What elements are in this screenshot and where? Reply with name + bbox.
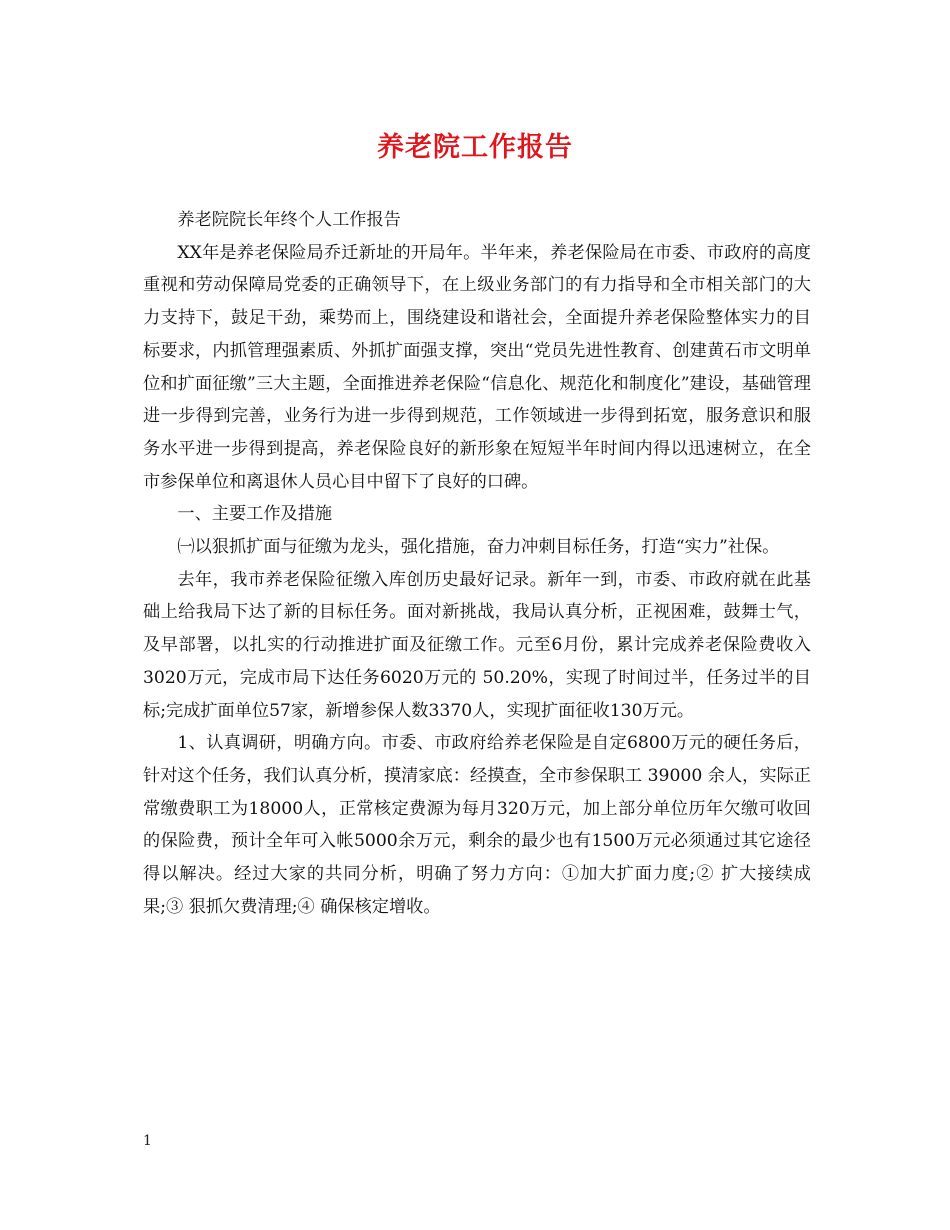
section-heading: 一、主要工作及措施 [177,504,333,525]
report-subtitle: 养老院院长年终个人工作报告 [177,210,401,230]
item-paragraph: 1、认真调研，明确方向。市委、市政府给养老保险是自定6800万元的硬任务后，针对这个任务，我们认真分析，摸清家底：经摸查，全市参保职工 39000 余人，实际正常缴费职工为18000人，正常核定费源为每月320万元，加上部分单位历年欠缴可收回的保险费，预计全年可入帐5000余万元，剩余的最少也有1500万元必须通过其它途径得以解决。经过大家的共同分析，明确了努力方向：①加大扩面力度;② 扩大接续成果;③ 狠抓欠费清理;④ 确保核定增收。 [143,733,811,917]
intro-paragraph: XX年是养老保险局乔迁新址的开局年。半年来，养老保险局在市委、市政府的高度重视和劳动保障局党委的正确领导下，在上级业务部门的有力指导和全市相关部门的大力支持下，鼓足干劲，乘势而上，围绕建设和谐社会，全面提升养老保险整体实力的目标要求，内抓管理强素质、外抓扩面强支撑，突出“党员先进性教育、创建黄石市文明单位和扩面征缴”三大主题，全面推进养老保险“信息化、规范化和制度化”建设，基础管理进一步得到完善，业务行为进一步得到规范，工作领域进一步得到拓宽，服务意识和服务水平进一步得到提高，养老保险良好的新形象在短短半年时间内得以迅速树立，在全市参保单位和离退休人员心目中留下了良好的口碑。 [143,242,811,492]
document-title: 养老院工作报告 [377,132,573,163]
results-paragraph: 去年，我市养老保险征缴入库创历史最好记录。新年一到，市委、市政府就在此基础上给我局下达了新的目标任务。面对新挑战，我局认真分析，正视困难，鼓舞士气，及早部署，以扎实的行动推进扩面及征缴工作。元至6月份，累计完成养老保险费收入3020万元，完成市局下达任务6020万元的 50.20%，实现了时间过半，任务过半的目标;完成扩面单位57家，新增参保人数3370人，实现扩面征收130万元。 [143,569,811,721]
document-body [143,204,811,923]
page-number: 1 [143,1133,152,1149]
subsection-heading: ㈠以狠抓扩面与征缴为龙头，强化措施，奋力冲刺目标任务，打造“实力”社保。 [177,537,780,558]
